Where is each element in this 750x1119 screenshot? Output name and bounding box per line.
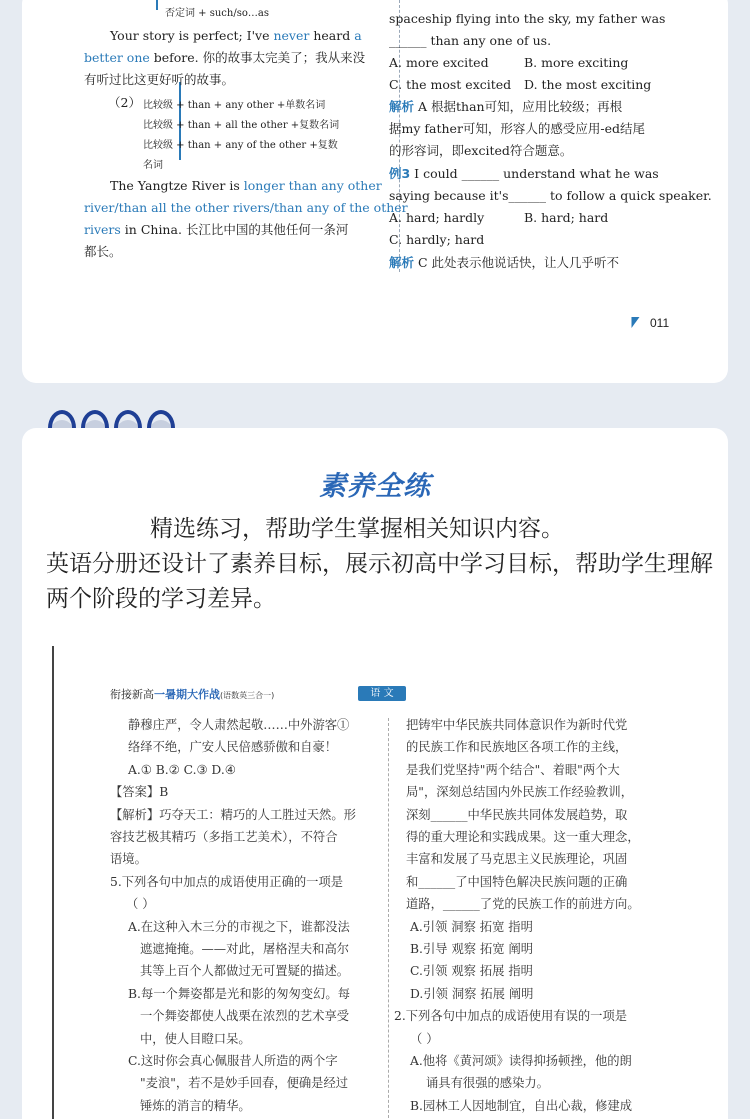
text-line bbox=[84, 69, 234, 91]
text-fragment: The Yangtze River is bbox=[110, 178, 244, 193]
inner-text-line: 丰富和发展了马克思主义民族理论，巩固 bbox=[406, 852, 628, 867]
inner-text-line: C.这时你会真心佩服昔人所造的两个字 bbox=[128, 1054, 338, 1068]
text-fragment: （2） bbox=[108, 95, 141, 110]
page-number: 011 bbox=[650, 316, 670, 330]
text-line bbox=[143, 155, 163, 177]
text-line bbox=[143, 135, 338, 157]
page-marker-icon bbox=[629, 317, 640, 328]
text-fragment: B. hard; hard bbox=[524, 210, 609, 225]
text-fragment: spaceship flying into the sky, my father was bbox=[389, 11, 666, 26]
top-book-page-card bbox=[22, 0, 728, 383]
text-fragment: 有听过比这更好听的故事。 bbox=[84, 72, 235, 87]
inner-text-line: C.引领 观察 拓展 指明 bbox=[410, 964, 533, 979]
inner-text-line: A.① B.② C.③ D.④ bbox=[128, 762, 236, 777]
inner-text-line: 得的重大理论和实践成果。这一重大理念， bbox=[406, 830, 640, 844]
text-line bbox=[110, 175, 382, 197]
text-line bbox=[143, 115, 339, 137]
text-fragment: I could ______ understand what he was bbox=[410, 166, 659, 181]
inner-text-line: B.引导 观察 拓宽 阐明 bbox=[410, 942, 534, 956]
inner-text-line: 的民族工作和民族地区各项工作的主线， bbox=[406, 740, 628, 755]
text-fragment: 比较级 + than + any of the other +复数 bbox=[143, 140, 338, 151]
text-fragment: saying because it's______ to follow a quick speaker. bbox=[389, 188, 712, 203]
text-line bbox=[389, 118, 645, 140]
inner-text-line: 诵具有很强的感染力。 bbox=[426, 1076, 549, 1091]
text-line bbox=[389, 229, 484, 251]
inner-text-line: 静穆庄严，令人肃然起敬……中外游客① bbox=[128, 718, 350, 732]
section-desc-line2: 英语分册还设计了素养目标，展示初高中学习目标，帮助学生理解两个阶段的学习差异。 bbox=[46, 551, 713, 612]
text-line bbox=[389, 140, 572, 162]
text-line bbox=[84, 47, 365, 69]
inner-text-line: 其等上百个人都做过无可置疑的描述。 bbox=[140, 964, 350, 979]
text-fragment: 都长。 bbox=[84, 244, 122, 259]
inner-text-line: 【答案】B bbox=[110, 785, 169, 800]
section-title: 素养全练 bbox=[319, 471, 431, 502]
text-line bbox=[389, 185, 712, 207]
inner-text-line: A.他将《黄河颂》读得抑扬顿挫，他的朗 bbox=[410, 1054, 632, 1068]
text-line bbox=[165, 3, 269, 25]
inner-text-line: B.每一个舞姿都是光和影的匆匆变幻。每 bbox=[128, 986, 350, 1001]
section-desc-line1: 精选练习，帮助学生掌握相关知识内容。 bbox=[150, 516, 564, 542]
inner-text-line: "麦浪"，若不是妙手回春，便确是经过 bbox=[140, 1076, 349, 1091]
text-fragment: river/than all the other rivers/than any of the other bbox=[84, 200, 408, 215]
text-line bbox=[84, 241, 122, 263]
inner-book-page bbox=[52, 646, 692, 1119]
inner-text-line: 锤炼的消言的精华。 bbox=[140, 1098, 251, 1113]
text-line bbox=[389, 8, 665, 30]
text-fragment: 名词 bbox=[143, 160, 163, 171]
section-description bbox=[46, 512, 716, 617]
text-fragment: a bbox=[354, 28, 362, 43]
text-fragment: C 此处表示他说话快，让人几乎听不 bbox=[414, 255, 620, 270]
subject-badge: 语 文 bbox=[358, 686, 406, 701]
inner-text-line: 2.下列各句中加点的成语使用有误的一项是 bbox=[394, 1009, 628, 1024]
text-line bbox=[524, 74, 651, 96]
inner-text-line: （ ） bbox=[410, 1031, 439, 1046]
inner-text-line: 【解析】巧夺天工：精巧的人工胜过天然。形 bbox=[110, 807, 356, 822]
text-fragment: 据my father可知，形容人的感受应用-ed结尾 bbox=[389, 121, 646, 136]
inner-text-line: 一个舞姿都使人战栗在浓烈的艺术享受 bbox=[140, 1009, 350, 1024]
inner-text-line: D.引领 洞察 拓展 阐明 bbox=[410, 986, 534, 1001]
inner-text-line: A.引领 洞察 拓宽 指明 bbox=[410, 919, 533, 934]
inner-text-line: 遮遮掩掩。——对此，屠格涅夫和高尔 bbox=[140, 942, 350, 956]
inner-text-line: 和______了中国特色解决民族问题的正确 bbox=[406, 874, 628, 889]
text-line bbox=[524, 52, 628, 74]
text-line bbox=[389, 96, 622, 118]
inner-text-line: B.园林工人因地制宜，自出心裁，修建成 bbox=[410, 1098, 632, 1113]
inner-text-line: 容技艺极其精巧（多指工艺美术），不符合 bbox=[110, 830, 338, 844]
text-fragment: A. hard; hardly bbox=[389, 210, 485, 225]
text-line bbox=[84, 219, 348, 241]
text-fragment: 的形容词，即excited符合题意。 bbox=[389, 143, 573, 158]
inner-text-line: 道路，______了党的民族工作的前进方向。 bbox=[406, 897, 640, 912]
text-line bbox=[84, 197, 408, 219]
text-fragment: A. more excited bbox=[389, 55, 489, 70]
text-fragment: C. the most excited bbox=[389, 77, 512, 92]
inner-column-separator bbox=[388, 718, 389, 1119]
text-line bbox=[108, 92, 141, 114]
section-label: 例3 bbox=[389, 166, 411, 181]
inner-text-line: （ ） bbox=[126, 897, 155, 912]
text-fragment: 比较级 + than + any other +单数名词 bbox=[143, 100, 326, 111]
text-line bbox=[389, 207, 484, 229]
text-fragment: longer than any other bbox=[243, 178, 382, 193]
inner-text-line: 语境。 bbox=[110, 852, 147, 867]
text-fragment: ______ than any one of us. bbox=[389, 33, 552, 48]
header-sub: (语数英三合一) bbox=[220, 691, 275, 700]
text-fragment: rivers bbox=[84, 222, 121, 237]
section-label: 解析 bbox=[389, 99, 415, 114]
text-line bbox=[110, 25, 362, 47]
text-fragment: D. the most exciting bbox=[524, 77, 652, 92]
text-fragment: in China. 长江比中国的其他任何一条河 bbox=[120, 222, 349, 237]
text-fragment: heard bbox=[309, 28, 355, 43]
text-fragment: A 根据than可知，应用比较级；再根 bbox=[414, 99, 623, 114]
text-fragment: C. hardly; hard bbox=[389, 232, 485, 247]
inner-page-header bbox=[110, 686, 274, 702]
inner-text-line: 5.下列各句中加点的成语使用正确的一项是 bbox=[110, 874, 344, 889]
text-fragment: 比较级 + than + all the other +复数名词 bbox=[143, 120, 340, 131]
text-line bbox=[389, 163, 659, 185]
text-line bbox=[389, 252, 619, 274]
bracket-bar-1 bbox=[156, 0, 158, 10]
header-bold: 一暑期大作战 bbox=[154, 688, 220, 701]
inner-text-line: 局"，深刻总结国内外民族工作经验教训， bbox=[406, 785, 634, 800]
text-fragment: never bbox=[273, 28, 310, 43]
text-line bbox=[389, 52, 489, 74]
inner-text-line: 中，使人目瞪口呆。 bbox=[140, 1031, 251, 1046]
inner-text-line: 是我们党坚持"两个结合"、着眼"两个大 bbox=[406, 762, 620, 777]
text-fragment: before. 你的故事太完美了；我从来没 bbox=[149, 50, 366, 65]
text-fragment: B. more exciting bbox=[524, 55, 629, 70]
text-fragment: better one bbox=[84, 50, 150, 65]
text-fragment: Your story is perfect; I've bbox=[110, 28, 274, 43]
text-fragment: 否定词 + such/so…as bbox=[165, 8, 269, 19]
text-line bbox=[143, 95, 325, 117]
text-line bbox=[389, 74, 511, 96]
text-line bbox=[524, 207, 608, 229]
inner-text-line: 络绎不绝，广安人民倍感骄傲和自豪！ bbox=[128, 740, 338, 755]
inner-text-line: 深刻______中华民族共同体发展趋势，取 bbox=[406, 807, 628, 822]
text-line bbox=[389, 30, 551, 52]
inner-text-line: A.在这种入木三分的市视之下，谁都没法 bbox=[128, 919, 350, 934]
section-label: 解析 bbox=[389, 255, 415, 270]
header-prefix: 衔接新高 bbox=[110, 688, 154, 701]
inner-text-line: 把铸牢中华民族共同体意识作为新时代党 bbox=[406, 718, 628, 732]
